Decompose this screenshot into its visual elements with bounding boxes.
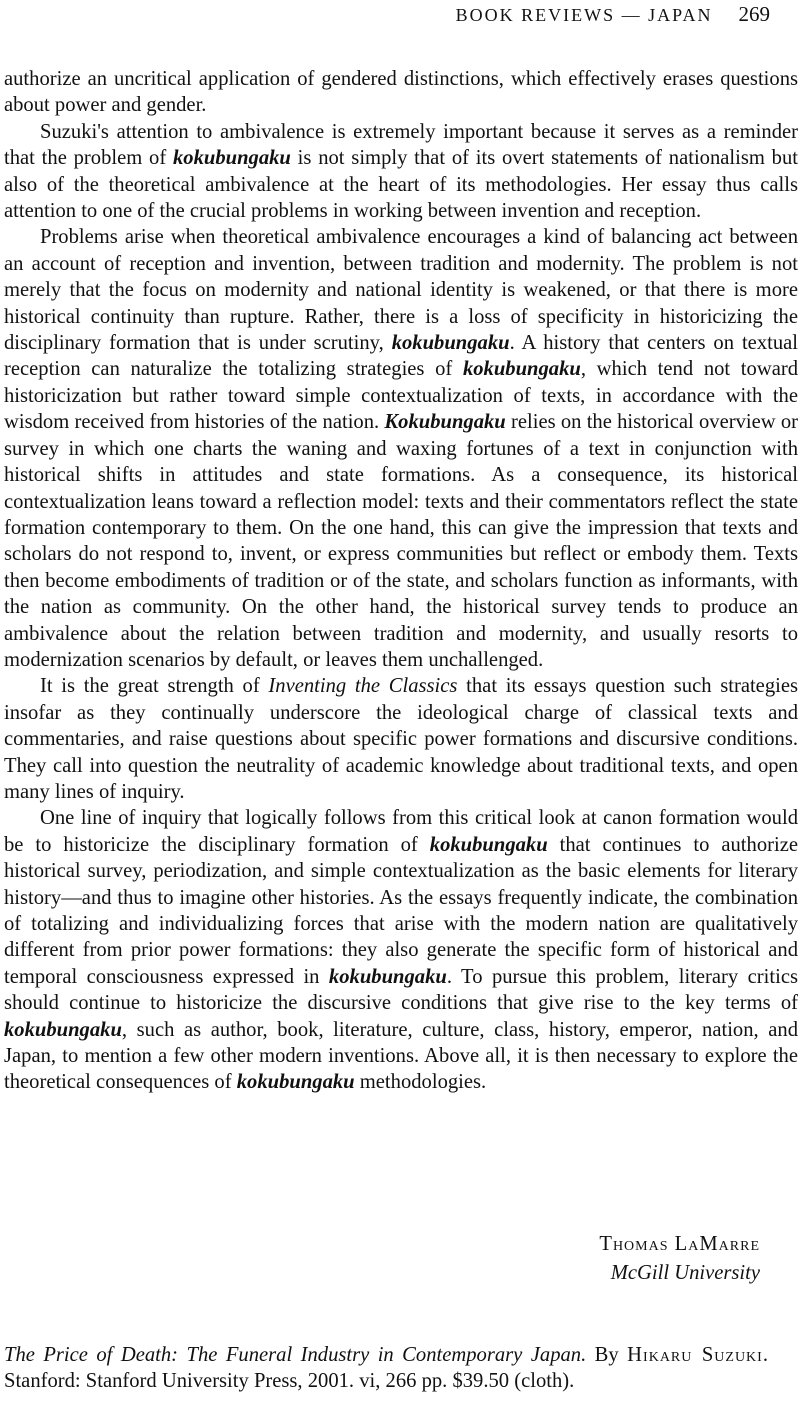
paragraph-text: , which tend not toward historicization but rather toward simple contextualization of texts, in accordance with the wisdom received from histories of the nation. (4, 358, 798, 434)
body-paragraph (4, 673, 798, 805)
body-paragraph (4, 224, 798, 673)
paragraph-text: One line of inquiry that logically follows from this critical look at canon formation would be to historicize the disciplinary formation of (4, 807, 798, 856)
italic-term: kokubungaku (429, 833, 548, 856)
book-publication: . Stanford: Stanford University Press, 2001. vi, 266 pp. $39.50 (cloth). (4, 1344, 768, 1393)
reviewer-name: Thomas LaMarre (599, 1233, 760, 1255)
italic-term: kokubungaku (391, 332, 510, 355)
paragraph-text: Suzuki's attention to ambivalence is extremely important because it serves as a reminder that the problem of (4, 120, 798, 170)
reviewer-signature (599, 1230, 760, 1288)
running-head (456, 2, 770, 26)
book-title: The Price of Death: The Funeral Industry in Contemporary Japan. (4, 1344, 587, 1366)
paragraph-text: authorize an uncritical application of gendered distinctions, which effectively erases questions about power and gender. (4, 68, 798, 117)
italic-term: kokubungaku (4, 1018, 122, 1041)
next-review-citation (4, 1342, 768, 1395)
body-paragraph (4, 119, 798, 225)
paragraph-text: is not simply that of its overt statements of nationalism but also of the theoretical ambivalence at the heart of its methodologies. Her essay thus calls attention to one of the crucial problems in working between invention and reception. (4, 147, 798, 223)
paragraph-text: relies on the historical overview or survey in which one charts the waning and waxing fortunes of a text in conjunction with historical shifts in attitudes and state formations. As a consequence, its historical contextualization leans toward a reflection model: texts and their commentators reflect the state formation contemporary to them. On the one hand, this can give the impression that texts and scholars do not respond to, invent, or express communities but reflect or embody them. Texts then become embodiments of tradition or of the state, and scholars function as informants, with the nation as community. On the other hand, the historical survey tends to produce an ambivalence about the relation between tradition and modernity, and usually resorts to modernization scenarios by default, or leaves them unchallenged. (4, 411, 798, 671)
body-paragraph (4, 805, 798, 1095)
book-author: Hikaru Suzuki (627, 1344, 763, 1366)
running-title: BOOK REVIEWS — JAPAN (455, 5, 713, 25)
paragraph-text: Problems arise when theoretical ambivalence encourages a kind of balancing act between an account of reception and invention, between tradition and modernity. The problem is not merely that the focus on modernity and national identity is weakened, or that there is more historical continuity than rupture. Rather, there is a loss of specificity in historicizing the disciplinary formation that is under scrutiny, (4, 226, 798, 355)
paragraph-text: It is the great strength of (40, 675, 269, 698)
page-number: 269 (738, 2, 770, 26)
italic-term: kokubungaku (462, 358, 581, 381)
italic-term: kokubungaku (172, 147, 291, 170)
paragraph-text: . A history that centers on textual reception can naturalize the totalizing strategies of (4, 332, 798, 381)
paragraph-text: that continues to authorize historical survey, periodization, and simple contextualization as the basic elements for literary history—and thus to imagine other histories. As the essays frequently indicate, the combination of totalizing and individualizing forces that arise with the modern nation are qualitatively different from prior power formations: they also generate the specific form of historical and temporal consciousness expressed in (4, 833, 798, 988)
italic-title: Inventing the Classics (268, 675, 458, 698)
paragraph-text: , such as author, book, literature, culture, class, history, emperor, nation, and Japan, to mention a few other modern inventions. Above all, it is then necessary to explore the theoretical consequences of (4, 1018, 798, 1094)
paragraph-text: methodologies. (354, 1071, 487, 1094)
italic-term: kokubungaku (236, 1071, 355, 1094)
paragraph-text: . To pursue this problem, literary critics should continue to historicize the discursive conditions that give rise to the key terms of (4, 965, 798, 1015)
body-paragraph (4, 66, 798, 119)
italic-term: Kokubungaku (384, 411, 506, 434)
paragraph-text: that its essays question such strategies insofar as they continually underscore the ideological charge of classical texts and commentaries, and raise questions about specific power formations and discursive conditions. They call into question the neutrality of academic knowledge about traditional texts, and open many lines of inquiry. (4, 675, 799, 803)
reviewer-affiliation: McGill University (610, 1262, 760, 1284)
review-body (4, 66, 798, 1096)
book-by: By (586, 1344, 628, 1366)
italic-term: kokubungaku (328, 965, 447, 988)
